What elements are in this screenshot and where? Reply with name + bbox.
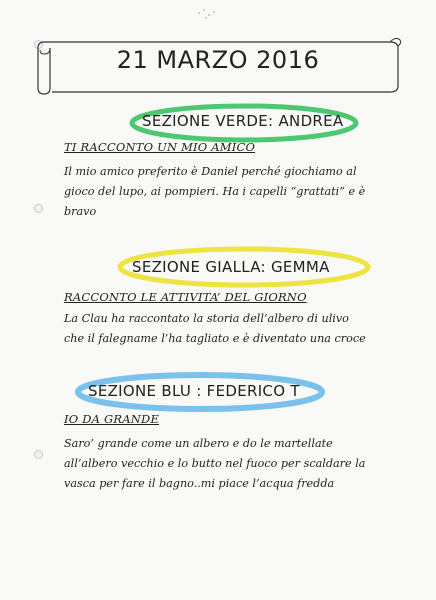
punch-hole [34,450,43,459]
section-body-blu [64,434,365,494]
page-title-date: 21 MARZO 2016 [116,46,320,74]
section-heading-gialla: SEZIONE GIALLA: GEMMA [132,258,330,276]
body-line: all’albero vecchio e lo butto nel fuoco per scaldare la [64,457,366,470]
body-line: vasca per fare il bagno..mi piace l’acqua fredda [64,477,335,490]
section-title-verde: TI RACCONTO UN MIO AMICO [64,140,256,154]
punch-hole [34,204,43,213]
body-line: La Clau ha raccontato la storia dell’albero di ulivo [64,312,349,325]
body-line: Il mio amico preferito è Daniel perché giochiamo al [64,165,357,178]
body-line: bravo [64,205,97,218]
section-title-gialla: RACCONTO LE ATTIVITA’ DEL GIORNO [64,290,307,304]
section-body-gialla [64,309,366,349]
section-body-verde [64,162,365,222]
title-banner [30,34,406,96]
section-heading-blu: SEZIONE BLU : FEDERICO T [88,382,300,400]
body-line: gioco del lupo, ai pompieri. Ha i capelli “grattati” e è [64,185,366,198]
section-heading-verde: SEZIONE VERDE: ANDREA [142,112,344,130]
section-title-blu: IO DA GRANDE [64,412,160,426]
paper-smudge [196,8,218,22]
body-line: Saro’ grande come un albero e do le martellate [64,437,333,450]
body-line: che il falegname l’ha tagliato e è diventato una croce [64,332,366,345]
